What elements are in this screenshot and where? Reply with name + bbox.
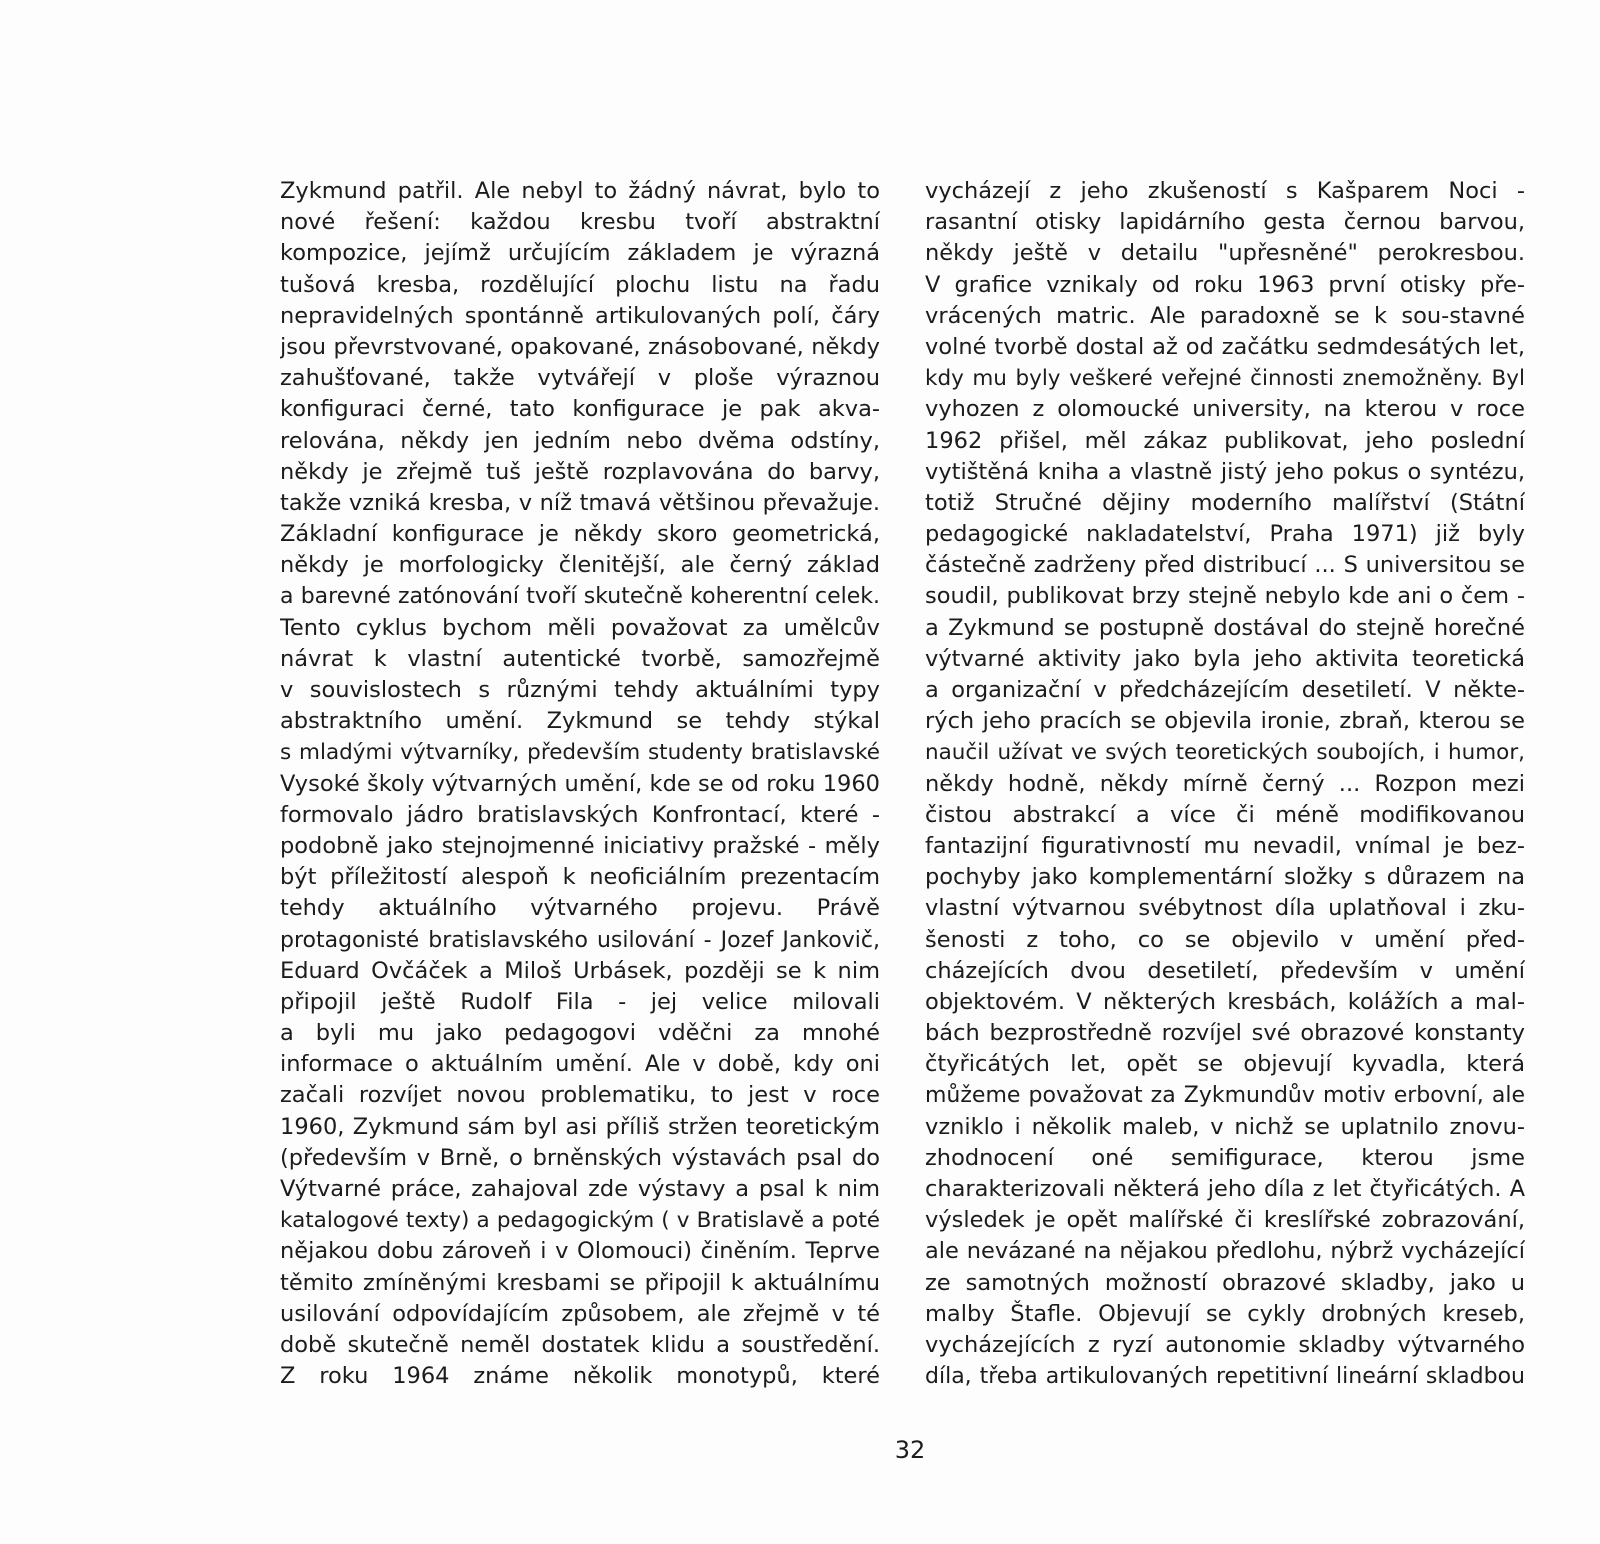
text-column-right xyxy=(925,176,1525,1392)
text-line: v souvislostech s různými tehdy aktuálními typy xyxy=(280,677,880,703)
text-line: protagonisté bratislavského usilování - Jozef Jankovič, xyxy=(280,927,880,953)
text-line: vycházejících z ryzí autonomie skladby výtvarného xyxy=(925,1331,1525,1358)
text-line: bách bezprostředně rozvíjel své obrazové konstanty xyxy=(925,1020,1525,1047)
text-line: vzniklo i několik maleb, v nichž se uplatnilo znovu- xyxy=(925,1113,1525,1140)
text-line: ale nevázané na nějakou předlohu, nýbrž vycházející xyxy=(925,1238,1525,1265)
text-line: připojil ještě Rudolf Fila - jej velice milovali xyxy=(280,988,880,1015)
page-number: 32 xyxy=(894,1436,926,1464)
text-line: být příležitostí alespoň k neoficiálním prezentacím xyxy=(280,864,880,891)
text-line: charakterizovali některá jeho díla z let čtyřicátých. A xyxy=(925,1176,1525,1202)
text-line: objektovém. V některých kresbách, kolážích a mal- xyxy=(925,988,1525,1015)
text-line: totiž Stručné dějiny moderního malířství (Státní xyxy=(925,489,1525,516)
text-line: zahušťované, takže vytvářejí v ploše výraznou xyxy=(280,365,880,392)
text-line: vlastní výtvarnou svébytnost díla uplatňoval i zku- xyxy=(925,895,1525,922)
text-line: (především v Brně, o brněnských výstavách psal do xyxy=(280,1144,880,1171)
text-line: nové řešení: každou kresbu tvoří abstraktní xyxy=(280,209,880,236)
text-line: 1962 přišel, měl zákaz publikovat, jeho poslední xyxy=(925,427,1525,454)
text-line: díla, třeba artikulovaných repetitivní lineární skladbou xyxy=(925,1364,1525,1390)
text-line: Výtvarné práce, zahajoval zde výstavy a psal k nim xyxy=(280,1176,880,1202)
text-line: ze samotných možností obrazové skladby, jako u xyxy=(925,1269,1525,1296)
text-line: někdy je morfologicky členitější, ale černý základ xyxy=(280,552,880,579)
text-line: částečně zadrženy před distribucí ... S universitou se xyxy=(925,552,1525,579)
text-line: vytištěná kniha a vlastně jistý jeho pokus o syntézu, xyxy=(925,458,1525,485)
text-line: návrat k vlastní autentické tvorbě, samozřejmě xyxy=(280,645,880,672)
text-line: soudil, publikovat brzy stejně nebylo kde ani o čem - xyxy=(925,583,1525,610)
text-line: katalogové texty) a pedagogickým ( v Bratislavě a poté xyxy=(280,1208,880,1234)
text-line: začali rozvíjet novou problematiku, to jest v roce xyxy=(280,1082,880,1109)
text-line: výsledek je opět malířské či kreslířské zobrazování, xyxy=(925,1207,1525,1234)
text-line: s mladými výtvarníky, především studenty bratislavské xyxy=(280,740,880,766)
text-line: informace o aktuálním umění. Ale v době, kdy oni xyxy=(280,1051,880,1078)
text-line: kompozice, jejímž určujícím základem je výrazná xyxy=(280,240,880,267)
text-line: někdy hodně, někdy mírně černý ... Rozpon mezi xyxy=(925,770,1525,797)
text-line: rasantní otisky lapidárního gesta černou barvou, xyxy=(925,209,1525,236)
text-line: abstraktního umění. Zykmund se tehdy stýkal xyxy=(280,708,880,735)
text-line: volné tvorbě dostal až od začátku sedmdesátých let, xyxy=(925,333,1525,360)
text-line: cházejících dvou desetiletí, především v umění xyxy=(925,957,1525,984)
text-line: a barevné zatónování tvoří skutečně koherentní celek. xyxy=(280,584,880,610)
text-line: pochyby jako komplementární složky s důrazem na xyxy=(925,864,1525,891)
text-column-left xyxy=(280,176,880,1392)
text-line: takže vzniká kresba, v níž tmavá většinou převažuje. xyxy=(280,489,880,516)
text-line: naučil užívat ve svých teoretických soubojích, i humor, xyxy=(925,740,1525,766)
text-line: šenosti z toho, co se objevilo v umění před- xyxy=(925,926,1525,953)
text-line: Základní konfigurace je někdy skoro geometrická, xyxy=(280,521,880,548)
text-line: konfiguraci černé, tato konfigurace je pak akva- xyxy=(280,396,880,423)
text-line: Eduard Ovčáček a Miloš Urbásek, později se k nim xyxy=(280,957,880,984)
text-line: 1960, Zykmund sám byl asi příliš stržen teoretickým xyxy=(280,1113,880,1140)
text-line: fantazijní figurativností mu nevadil, vnímal je bez- xyxy=(925,832,1525,859)
text-line: Tento cyklus bychom měli považovat za umělcův xyxy=(280,614,880,641)
text-line: čistou abstrakcí a více či méně modifikovanou xyxy=(925,801,1525,828)
text-line: vyhozen z olomoucké university, na kterou v roce xyxy=(925,396,1525,423)
text-line: můžeme považovat za Zykmundův motiv erbovní, ale xyxy=(925,1083,1525,1109)
text-line: Vysoké školy výtvarných umění, kde se od roku 1960 xyxy=(280,770,880,797)
text-line: vycházejí z jeho zkušeností s Kašparem Noci - xyxy=(925,178,1525,204)
text-line: formovalo jádro bratislavských Konfrontací, které - xyxy=(280,801,880,828)
text-line: nepravidelných spontánně artikulovaných polí, čáry xyxy=(280,302,880,329)
text-line: podobně jako stejnojmenné iniciativy pražské - měly xyxy=(280,832,880,859)
text-line: tehdy aktuálního výtvarného projevu. Právě xyxy=(280,895,880,922)
text-line: kdy mu byly veškeré veřejné činnosti znemožněny. Byl xyxy=(925,366,1525,392)
text-line: jsou převrstvované, opakované, znásobované, někdy xyxy=(280,333,880,360)
text-line: V grafice vznikaly od roku 1963 první otisky pře- xyxy=(925,271,1525,298)
text-line: někdy ještě v detailu "upřesněné" perokresbou. xyxy=(925,240,1525,267)
text-line: zhodnocení oné semifigurace, kterou jsme xyxy=(925,1144,1525,1171)
text-line: Z roku 1964 známe několik monotypů, které xyxy=(280,1363,880,1390)
text-line: a Zykmund se postupně dostával do stejně horečné xyxy=(925,614,1525,641)
text-line: usilování odpovídajícím způsobem, ale zřejmě v té xyxy=(280,1300,880,1327)
text-line: relována, někdy jen jedním nebo dvěma odstíny, xyxy=(280,427,880,454)
text-line: době skutečně neměl dostatek klidu a soustředění. xyxy=(280,1331,880,1358)
text-line: výtvarné aktivity jako byla jeho aktivita teoretická xyxy=(925,645,1525,672)
text-line: tušová kresba, rozdělující plochu listu na řadu xyxy=(280,271,880,298)
text-line: Zykmund patřil. Ale nebyl to žádný návrat, bylo to xyxy=(280,178,880,204)
text-line: někdy je zřejmě tuš ještě rozplavována do barvy, xyxy=(280,458,880,485)
text-line: malby Štafle. Objevují se cykly drobných kreseb, xyxy=(925,1300,1525,1327)
text-line: těmito zmíněnými kresbami se připojil k aktuálnímu xyxy=(280,1269,880,1296)
text-line: a byli mu jako pedagogovi vděčni za mnohé xyxy=(280,1020,880,1047)
text-line: nějakou dobu zároveň i v Olomouci) činěním. Teprve xyxy=(280,1238,880,1265)
text-line: a organizační v předcházejícím desetiletí. V někte- xyxy=(925,677,1525,703)
text-line: pedagogické nakladatelství, Praha 1971) již byly xyxy=(925,521,1525,548)
text-line: rých jeho pracích se objevila ironie, zbraň, kterou se xyxy=(925,708,1525,735)
text-line: čtyřicátých let, opět se objevují kyvadla, která xyxy=(925,1051,1525,1078)
text-line: vrácených matric. Ale paradoxně se k sou-stavné xyxy=(925,302,1525,329)
